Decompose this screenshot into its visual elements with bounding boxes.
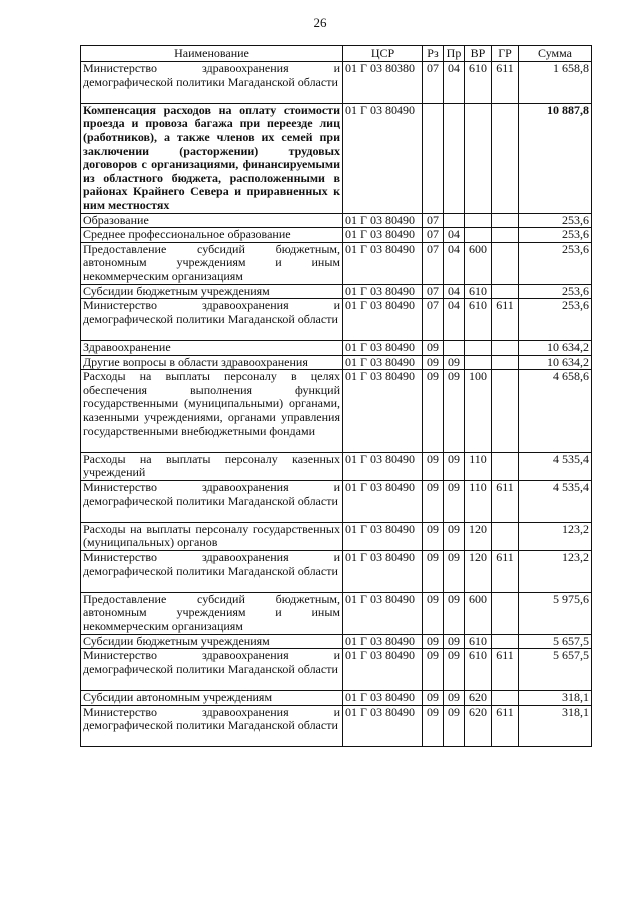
row-sum-cell: 318,1	[519, 705, 592, 747]
row-vr-cell	[465, 355, 492, 370]
table-row	[81, 592, 592, 634]
row-gr-cell: 611	[492, 299, 519, 341]
row-vr-cell: 610	[465, 62, 492, 104]
table-row	[81, 242, 592, 284]
row-rz-cell: 09	[423, 634, 444, 649]
row-gr-cell	[492, 213, 519, 228]
row-rz-cell: 07	[423, 284, 444, 299]
row-rz-cell	[423, 103, 444, 213]
row-pr-cell	[444, 213, 465, 228]
row-csr-cell: 01 Г 03 80490	[343, 550, 423, 592]
row-gr-cell	[492, 370, 519, 453]
row-pr-cell: 09	[444, 634, 465, 649]
row-gr-cell	[492, 592, 519, 634]
row-rz-cell: 09	[423, 452, 444, 480]
table-row	[81, 705, 592, 747]
column-header-gr: ГР	[492, 46, 519, 62]
column-header-vr: ВР	[465, 46, 492, 62]
table-row	[81, 522, 592, 550]
row-name-cell: Среднее профессиональное образование	[81, 228, 343, 243]
row-vr-cell: 620	[465, 690, 492, 705]
row-csr-cell: 01 Г 03 80490	[343, 228, 423, 243]
row-sum-cell: 253,6	[519, 228, 592, 243]
column-header-name: Наименование	[81, 46, 343, 62]
row-pr-cell: 09	[444, 480, 465, 522]
row-name-cell: Субсидии бюджетным учреждениям	[81, 284, 343, 299]
row-vr-cell: 120	[465, 522, 492, 550]
row-name-cell: Предоставление субсидий бюджетным, автономным учреждениям и иным некоммерческим организациям	[81, 592, 343, 634]
row-pr-cell: 09	[444, 355, 465, 370]
row-rz-cell: 09	[423, 705, 444, 747]
row-csr-cell: 01 Г 03 80490	[343, 649, 423, 691]
row-gr-cell: 611	[492, 705, 519, 747]
table-row	[81, 284, 592, 299]
row-vr-cell: 110	[465, 452, 492, 480]
row-gr-cell: 611	[492, 550, 519, 592]
row-gr-cell	[492, 355, 519, 370]
row-sum-cell: 1 658,8	[519, 62, 592, 104]
column-header-csr: ЦСР	[343, 46, 423, 62]
row-gr-cell	[492, 284, 519, 299]
row-name-cell: Образование	[81, 213, 343, 228]
row-gr-cell	[492, 690, 519, 705]
row-csr-cell: 01 Г 03 80490	[343, 480, 423, 522]
row-vr-cell: 600	[465, 592, 492, 634]
row-csr-cell: 01 Г 03 80490	[343, 370, 423, 453]
row-name-cell: Министерство здравоохранения и демографической политики Магаданской области	[81, 649, 343, 691]
row-vr-cell	[465, 340, 492, 355]
row-name-cell: Другие вопросы в области здравоохранения	[81, 355, 343, 370]
row-pr-cell: 09	[444, 452, 465, 480]
row-gr-cell	[492, 634, 519, 649]
row-rz-cell: 09	[423, 340, 444, 355]
row-sum-cell: 253,6	[519, 299, 592, 341]
column-header-pr: Пр	[444, 46, 465, 62]
row-gr-cell: 611	[492, 649, 519, 691]
row-gr-cell	[492, 340, 519, 355]
row-sum-cell: 4 658,6	[519, 370, 592, 453]
row-pr-cell: 09	[444, 705, 465, 747]
table-row	[81, 634, 592, 649]
row-sum-cell: 5 657,5	[519, 634, 592, 649]
row-csr-cell: 01 Г 03 80490	[343, 103, 423, 213]
row-name-cell: Расходы на выплаты персоналу казенных учреждений	[81, 452, 343, 480]
row-vr-cell	[465, 103, 492, 213]
row-name-cell: Здравоохранение	[81, 340, 343, 355]
row-csr-cell: 01 Г 03 80490	[343, 690, 423, 705]
row-csr-cell: 01 Г 03 80490	[343, 634, 423, 649]
row-sum-cell: 123,2	[519, 522, 592, 550]
row-vr-cell	[465, 213, 492, 228]
row-vr-cell: 610	[465, 284, 492, 299]
row-vr-cell: 100	[465, 370, 492, 453]
row-rz-cell: 07	[423, 299, 444, 341]
row-vr-cell: 610	[465, 299, 492, 341]
table-row	[81, 355, 592, 370]
row-sum-cell: 5 975,6	[519, 592, 592, 634]
row-csr-cell: 01 Г 03 80490	[343, 340, 423, 355]
page-number: 26	[313, 15, 327, 30]
row-pr-cell: 04	[444, 284, 465, 299]
table-row	[81, 690, 592, 705]
table-body	[81, 62, 592, 747]
row-name-cell: Министерство здравоохранения и демографической политики Магаданской области	[81, 550, 343, 592]
row-csr-cell: 01 Г 03 80490	[343, 452, 423, 480]
row-sum-cell: 4 535,4	[519, 480, 592, 522]
row-csr-cell: 01 Г 03 80490	[343, 522, 423, 550]
table-row	[81, 452, 592, 480]
row-pr-cell: 09	[444, 690, 465, 705]
table-row	[81, 370, 592, 453]
row-rz-cell: 09	[423, 480, 444, 522]
table-row	[81, 480, 592, 522]
row-sum-cell: 4 535,4	[519, 452, 592, 480]
row-gr-cell	[492, 103, 519, 213]
row-csr-cell: 01 Г 03 80490	[343, 242, 423, 284]
row-pr-cell: 09	[444, 522, 465, 550]
row-vr-cell: 110	[465, 480, 492, 522]
row-sum-cell: 123,2	[519, 550, 592, 592]
row-rz-cell: 07	[423, 62, 444, 104]
row-name-cell: Министерство здравоохранения и демографической политики Магаданской области	[81, 705, 343, 747]
row-pr-cell: 04	[444, 299, 465, 341]
row-csr-cell: 01 Г 03 80490	[343, 355, 423, 370]
table-row	[81, 299, 592, 341]
row-name-cell: Компенсация расходов на оплату стоимости проезда и провоза багажа при переезде лиц (работников), а также членов их семей при заключении (расторжении) трудовых договоров с организациями, финансируемыми из областного бюджета, расположенными в районах Крайнего Севера и приравненных к ним местностях	[81, 103, 343, 213]
row-gr-cell	[492, 242, 519, 284]
row-pr-cell: 04	[444, 228, 465, 243]
row-name-cell: Министерство здравоохранения и демографической политики Магаданской области	[81, 299, 343, 341]
table-row	[81, 550, 592, 592]
row-rz-cell: 07	[423, 242, 444, 284]
row-name-cell: Субсидии автономным учреждениям	[81, 690, 343, 705]
row-vr-cell: 600	[465, 242, 492, 284]
row-pr-cell	[444, 340, 465, 355]
row-pr-cell: 09	[444, 592, 465, 634]
row-sum-cell: 10 634,2	[519, 355, 592, 370]
row-csr-cell: 01 Г 03 80490	[343, 299, 423, 341]
row-csr-cell: 01 Г 03 80490	[343, 213, 423, 228]
row-pr-cell: 04	[444, 242, 465, 284]
row-rz-cell: 09	[423, 592, 444, 634]
row-sum-cell: 10 887,8	[519, 103, 592, 213]
row-name-cell: Министерство здравоохранения и демографической политики Магаданской области	[81, 480, 343, 522]
row-pr-cell: 04	[444, 62, 465, 104]
row-csr-cell: 01 Г 03 80380	[343, 62, 423, 104]
table-row	[81, 228, 592, 243]
table-header-row	[81, 46, 592, 62]
row-gr-cell	[492, 452, 519, 480]
row-csr-cell: 01 Г 03 80490	[343, 284, 423, 299]
row-gr-cell: 611	[492, 62, 519, 104]
row-vr-cell: 610	[465, 649, 492, 691]
row-rz-cell: 09	[423, 550, 444, 592]
row-rz-cell: 07	[423, 213, 444, 228]
row-rz-cell: 09	[423, 370, 444, 453]
row-name-cell: Предоставление субсидий бюджетным, автономным учреждениям и иным некоммерческим организациям	[81, 242, 343, 284]
row-gr-cell: 611	[492, 480, 519, 522]
row-sum-cell: 5 657,5	[519, 649, 592, 691]
table-row	[81, 103, 592, 213]
budget-table	[80, 45, 592, 747]
row-rz-cell: 09	[423, 522, 444, 550]
row-vr-cell: 610	[465, 634, 492, 649]
row-vr-cell	[465, 228, 492, 243]
row-sum-cell: 253,6	[519, 213, 592, 228]
column-header-sum: Сумма	[519, 46, 592, 62]
row-name-cell: Субсидии бюджетным учреждениям	[81, 634, 343, 649]
row-rz-cell: 09	[423, 649, 444, 691]
row-vr-cell: 620	[465, 705, 492, 747]
row-sum-cell: 253,6	[519, 242, 592, 284]
row-name-cell: Министерство здравоохранения и демографической политики Магаданской области	[81, 62, 343, 104]
row-pr-cell: 09	[444, 649, 465, 691]
column-header-rz: Рз	[423, 46, 444, 62]
row-pr-cell	[444, 103, 465, 213]
row-csr-cell: 01 Г 03 80490	[343, 592, 423, 634]
row-sum-cell: 253,6	[519, 284, 592, 299]
row-gr-cell	[492, 228, 519, 243]
row-rz-cell: 09	[423, 690, 444, 705]
row-name-cell: Расходы на выплаты персоналу государственных (муниципальных) органов	[81, 522, 343, 550]
table-row	[81, 62, 592, 104]
row-csr-cell: 01 Г 03 80490	[343, 705, 423, 747]
row-vr-cell: 120	[465, 550, 492, 592]
row-pr-cell: 09	[444, 370, 465, 453]
row-gr-cell	[492, 522, 519, 550]
table-row	[81, 649, 592, 691]
row-pr-cell: 09	[444, 550, 465, 592]
row-sum-cell: 318,1	[519, 690, 592, 705]
table-row	[81, 213, 592, 228]
row-sum-cell: 10 634,2	[519, 340, 592, 355]
row-rz-cell: 07	[423, 228, 444, 243]
row-name-cell: Расходы на выплаты персоналу в целях обеспечения выполнения функций государственными (муниципальными) органами, казенными учреждениями, органами управления государственными внебюджетными фондами	[81, 370, 343, 453]
table-row	[81, 340, 592, 355]
row-rz-cell: 09	[423, 355, 444, 370]
